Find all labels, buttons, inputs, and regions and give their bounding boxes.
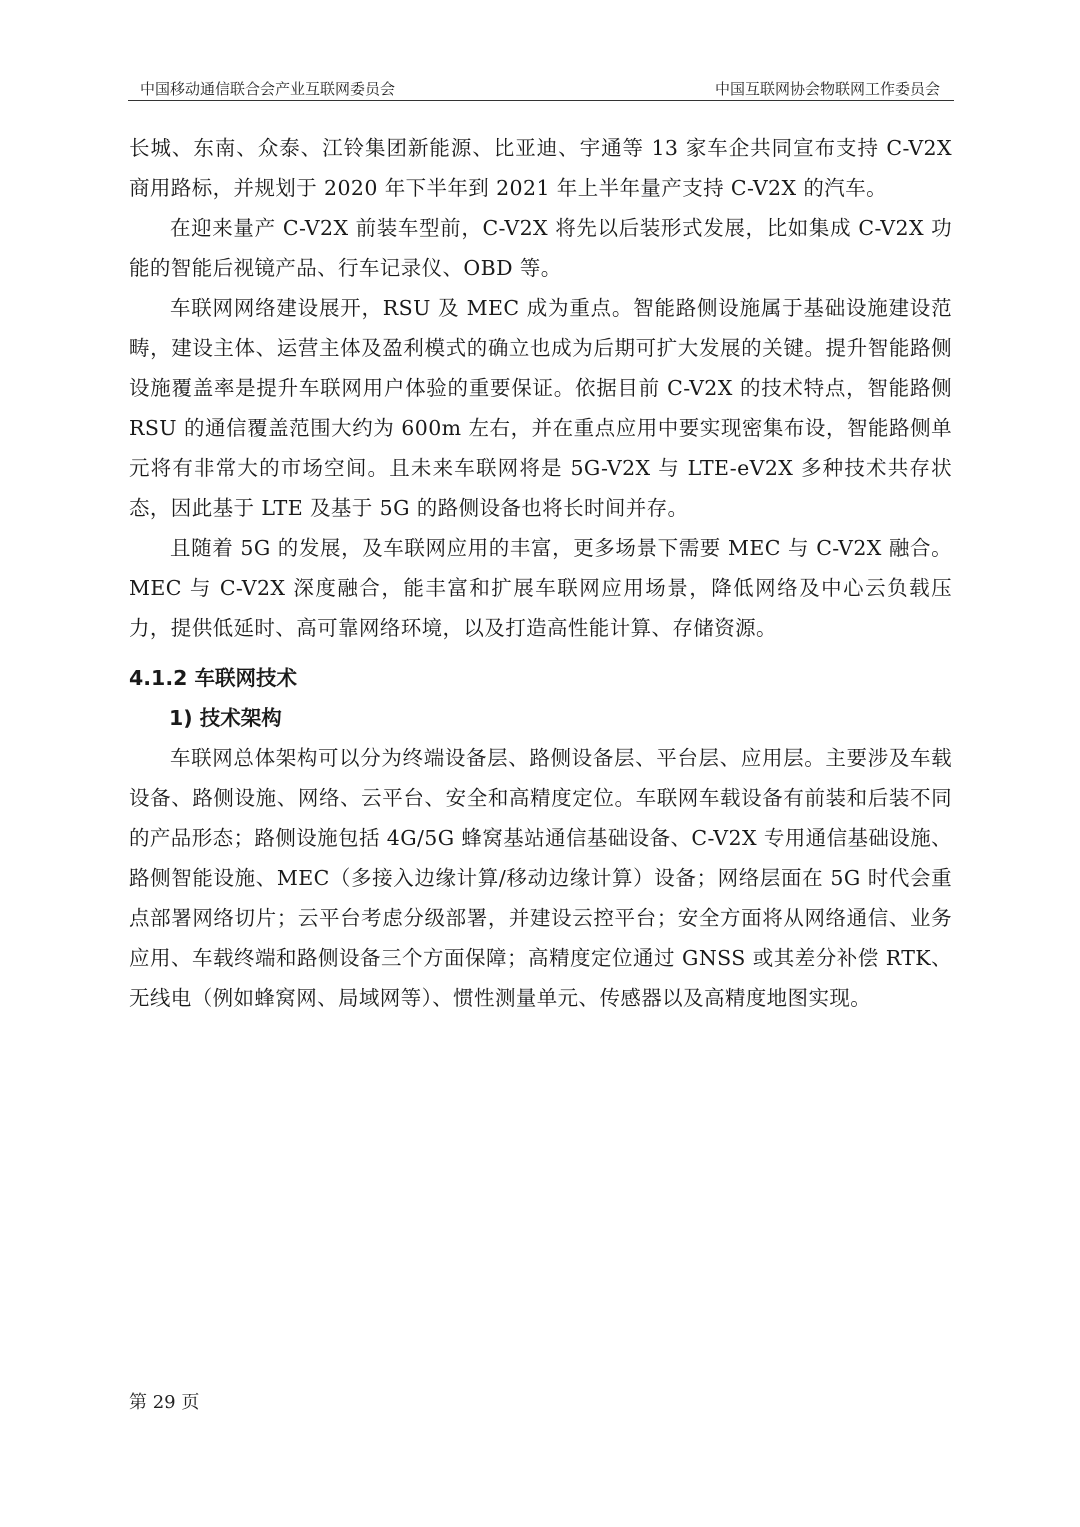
header-left-org: 中国移动通信联合会产业互联网委员会	[140, 80, 396, 98]
paragraph-network-construction: 车联网网络建设展开，RSU 及 MEC 成为重点。智能路侧设施属于基础设施建设范畴，建设主体、运营主体及盈利模式的确立也成为后期可扩大发展的关键。提升智能路侧设施覆盖率是提升车联网用户体验的重要保证。依据目前 C-V2X 的技术特点，智能路侧 RSU 的通信覆盖范围大约为 600m 左右，并在重点应用中要实现密集布设，智能路侧单元将有非常大的市场空间。且未来车联网将是 5G-V2X 与 LTE-eV2X 多种技术共存状态，因此基于 LTE 及基于 5G 的路侧设备也将长时间并存。	[129, 296, 952, 520]
paragraph-architecture: 车联网总体架构可以分为终端设备层、路侧设备层、平台层、应用层。主要涉及车载设备、路侧设施、网络、云平台、安全和高精度定位。车联网车载设备有前装和后装不同的产品形态；路侧设施包括 4G/5G 蜂窝基站通信基础设备、C-V2X 专用通信基础设施、路侧智能设施、MEC（多接入边缘计算/移动边缘计算）设备；网络层面在 5G 时代会重点部署网络切片；云平台考虑分级部署，并建设云控平台；安全方面将从网络通信、业务应用、车载终端和路侧设备三个方面保障；高精度定位通过 GNSS 或其差分补偿 RTK、无线电（例如蜂窝网、局域网等）、惯性测量单元、传感器以及高精度地图实现。	[129, 746, 952, 1010]
header-right-org: 中国互联网协会物联网工作委员会	[714, 80, 940, 98]
page-body	[129, 128, 952, 1018]
subsection-heading: 1) 技术架构	[169, 706, 282, 730]
section-heading: 4.1.2 车联网技术	[129, 666, 298, 690]
paragraph-automakers: 长城、东南、众泰、江铃集团新能源、比亚迪、宇通等 13 家车企共同宣布支持 C-V2X 商用路标，并规划于 2020 年下半年到 2021 年上半年量产支持 C-V2X 的汽车。	[129, 136, 952, 200]
paragraph-mec-fusion: 且随着 5G 的发展，及车联网应用的丰富，更多场景下需要 MEC 与 C-V2X 融合。MEC 与 C-V2X 深度融合，能丰富和扩展车联网应用场景，降低网络及中心云负载压力，提供低延时、高可靠网络环境，以及打造高性能计算、存储资源。	[129, 536, 952, 640]
paragraph-aftermarket: 在迎来量产 C-V2X 前装车型前，C-V2X 将先以后装形式发展，比如集成 C-V2X 功能的智能后视镜产品、行车记录仪、OBD 等。	[129, 216, 952, 280]
page-header	[128, 76, 954, 101]
page-number: 第 29 页	[129, 1392, 200, 1413]
